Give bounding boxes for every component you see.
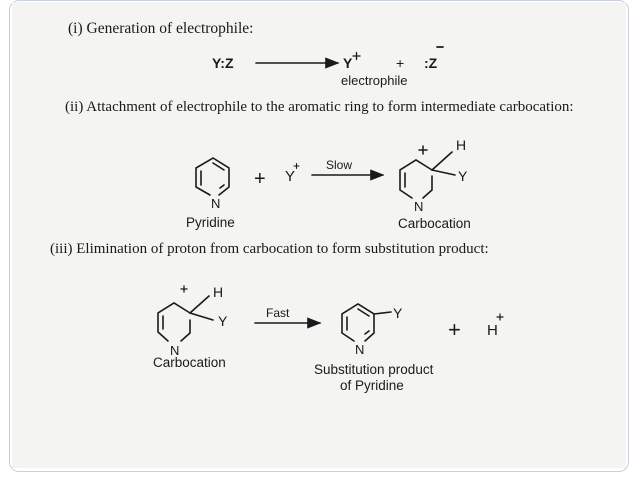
product-nitrogen: N <box>355 342 365 357</box>
carbocation3-ring <box>158 296 213 341</box>
slow-label: Slow <box>326 158 353 172</box>
carbocation3-nitrogen: N <box>170 343 180 358</box>
step-1-heading: (i) Generation of electrophile: <box>68 20 254 37</box>
plus-sign-3: + <box>448 317 461 342</box>
carbocation3-y: Y <box>218 313 228 329</box>
product-label-line2: of Pyridine <box>340 378 404 393</box>
proton-charge <box>497 314 503 320</box>
carbocation-y: Y <box>458 168 468 184</box>
product-ring <box>342 304 391 341</box>
carbocation-charge-2 <box>419 146 427 154</box>
electrophile-y: Y <box>343 55 353 71</box>
carbocation3-h: H <box>213 284 224 300</box>
product-label-line1: Substitution product <box>314 362 434 377</box>
step-2-heading: (ii) Attachment of electrophile to the aromatic ring to form intermediate carbocation: <box>65 99 574 115</box>
proton-h: H <box>487 322 498 339</box>
pyridine-label: Pyridine <box>186 215 235 230</box>
plus-sign-2: + <box>254 168 266 190</box>
pyridine-nitrogen: N <box>211 196 221 211</box>
electrophile-caption: electrophile <box>341 73 408 88</box>
pyridine-ring <box>196 158 229 195</box>
carbocation3-label: Carbocation <box>153 355 226 370</box>
carbocation3-charge <box>181 286 187 292</box>
carbocation-nitrogen: N <box>414 199 424 214</box>
reactant-yz: Y:Z <box>212 55 234 71</box>
nucleophile-z: :Z <box>424 55 438 71</box>
carbocation-h: H <box>456 137 467 153</box>
electrophile-charge-2 <box>294 164 299 169</box>
positive-charge-1 <box>353 53 360 60</box>
step-3-heading: (iii) Elimination of proton from carbocation to form substitution product: <box>50 241 489 257</box>
carbocation-ring <box>400 152 455 198</box>
plus-sign-1: + <box>396 55 405 71</box>
carbocation-label: Carbocation <box>398 216 471 231</box>
fast-label: Fast <box>266 306 290 320</box>
electrophile-y2: Y <box>285 168 296 185</box>
product-y: Y <box>393 305 403 321</box>
